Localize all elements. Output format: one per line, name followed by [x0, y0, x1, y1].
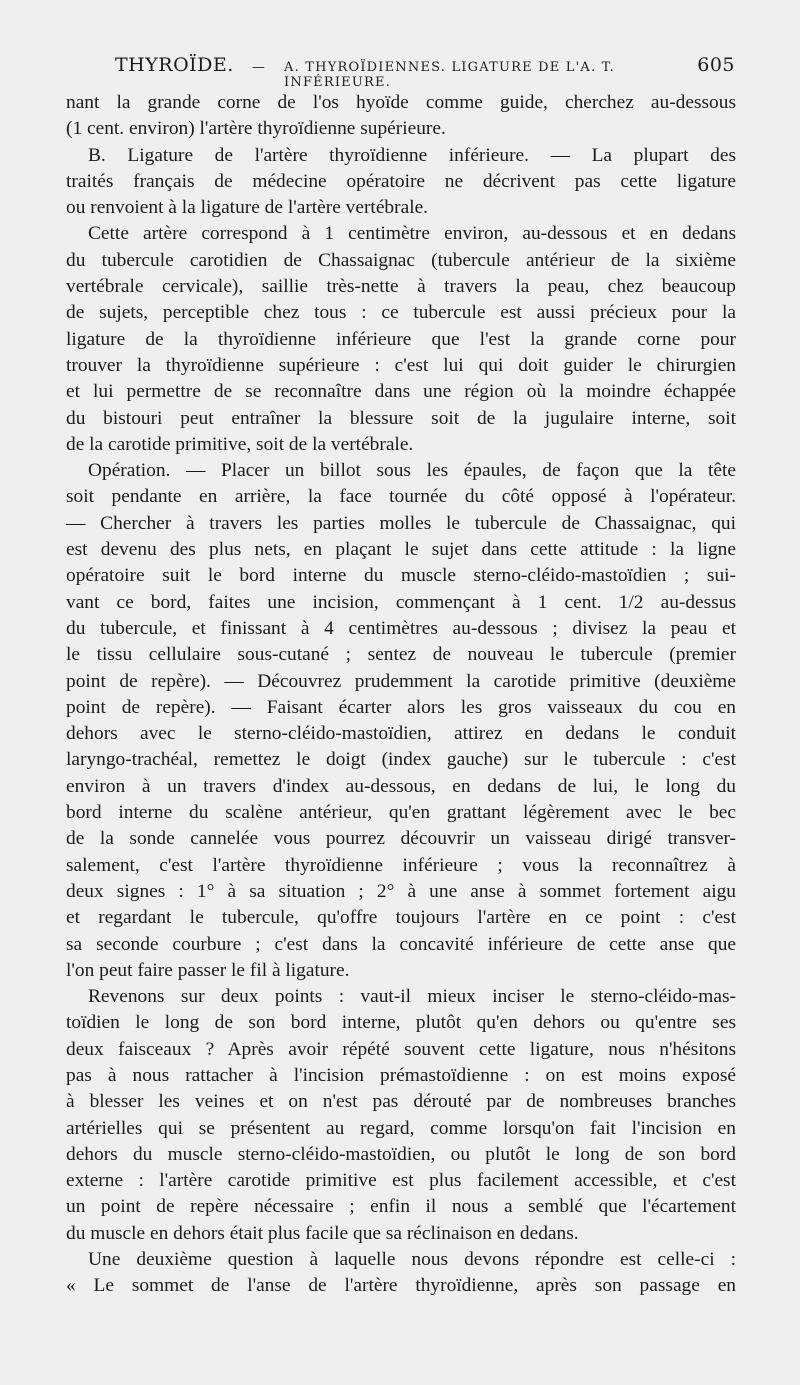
text-line: Cette artère correspond à 1 centimètre environ, au-dessous et en dedans — [88, 223, 736, 245]
text-line: à blesser les veines et on n'est pas dérouté par de nombreuses branches — [66, 1091, 736, 1113]
text-line: du muscle en dehors était plus facile que sa réclinaison en dedans. — [66, 1222, 579, 1244]
section-heading-line: B. Ligature de l'artère thyroïdienne inférieure. — La plupart des — [88, 144, 736, 166]
page-number: 605 — [697, 54, 735, 76]
text-line: l'on peut faire passer le fil à ligature. — [66, 959, 350, 981]
text-line: du tubercule carotidien de Chassaignac (tubercule antérieur de la sixième — [66, 249, 736, 271]
text-line: soit pendante en arrière, la face tournée du côté opposé à l'opérateur. — [66, 486, 736, 508]
text-line: vant ce bord, faites une incision, commençant à 1 cent. 1/2 au-dessus — [66, 591, 736, 613]
text-line: trouver la thyroïdienne supérieure : c'est lui qui doit guider le chirurgien — [66, 354, 736, 376]
text-line: Revenons sur deux points : vaut-il mieux inciser le sterno-cléido-mas- — [88, 986, 736, 1008]
text-line: du tubercule, et finissant à 4 centimètres au-dessous ; divisez la peau et — [66, 617, 736, 639]
text-line: est devenu des plus nets, en plaçant le sujet dans cette attitude : la ligne — [66, 539, 736, 561]
text-line: et lui permettre de se reconnaître dans une région où la moindre échappée — [66, 381, 736, 403]
text-line: de sujets, perceptible chez tous : ce tubercule est aussi précieux pour la — [66, 302, 736, 324]
text-line: artérielles qui se présentent au regard, comme lorsqu'on fait l'incision en — [66, 1117, 736, 1139]
text-line: deux signes : 1° à sa situation ; 2° à une anse à sommet fortement aigu — [66, 880, 736, 902]
text-line: toïdien le long de son bord interne, plutôt qu'en dehors ou qu'entre ses — [66, 1012, 736, 1034]
text-line: (1 cent. environ) l'artère thyroïdienne supérieure. — [66, 118, 446, 140]
header-dash: — — [251, 60, 267, 75]
text-line: du bistouri peut entraîner la blessure soit de la jugulaire interne, soit — [66, 407, 736, 429]
text-line: nant la grande corne de l'os hyoïde comme guide, cherchez au-dessous — [66, 92, 736, 113]
text-line: « Le sommet de l'anse de l'artère thyroïdienne, après son passage en — [66, 1275, 736, 1297]
text-line: pas à nous rattacher à l'incision prémastoïdienne : on est moins exposé — [66, 1064, 736, 1086]
text-line: un point de repère nécessaire ; enfin il nous a semblé que l'écartement — [66, 1196, 736, 1218]
text-line: ou renvoient à la ligature de l'artère vertébrale. — [66, 197, 429, 219]
text-line: salement, c'est l'artère thyroïdienne inférieure ; vous la reconnaîtrez à — [66, 854, 736, 876]
text-line: de la sonde cannelée vous pourrez découvrir un vaisseau dirigé transver- — [66, 828, 736, 850]
text-line: — Chercher à travers les parties molles le tubercule de Chassaignac, qui — [66, 512, 736, 534]
text-line: dehors du muscle sterno-cléido-mastoïdien, ou plutôt le long de son bord — [66, 1143, 736, 1165]
header-title: THYROÏDE. — [115, 54, 234, 76]
text-line: ligature de la thyroïdienne inférieure que l'est la grande corne pour — [66, 328, 736, 350]
header-subtitle: A. THYROÏDIENNES. LIGATURE DE L'A. T. INFÉRIEURE. — [284, 60, 615, 90]
text-line: sa seconde courbure ; c'est dans la concavité inférieure de cette anse que — [66, 933, 736, 955]
text-line: vertébrale cervicale), saillie très-nette à travers la peau, chez beaucoup — [66, 276, 736, 298]
body-text — [66, 90, 736, 1300]
text-line: opératoire suit le bord interne du muscle sterno-cléido-mastoïdien ; sui- — [66, 565, 736, 587]
text-line: externe : l'artère carotide primitive est plus facilement accessible, et c'est — [66, 1170, 736, 1192]
text-line: environ à un travers d'index au-dessous, en dedans de lui, le long du — [66, 775, 736, 797]
text-line: de la carotide primitive, soit de la vertébrale. — [66, 433, 414, 455]
text-line: le tissu cellulaire sous-cutané ; sentez de nouveau le tubercule (premier — [66, 644, 736, 666]
text-line: laryngo-trachéal, remettez le doigt (index gauche) sur le tubercule : c'est — [66, 749, 736, 771]
text-line: bord interne du scalène antérieur, qu'en grattant légèrement avec le bec — [66, 802, 736, 824]
text-line: deux faisceaux ? Après avoir répété souvent cette ligature, nous n'hésitons — [66, 1038, 736, 1060]
text-line: point de repère). — Découvrez prudemment la carotide primitive (deuxième — [66, 670, 736, 692]
text-line: traités français de médecine opératoire ne décrivent pas cette ligature — [66, 170, 736, 192]
text-line: dehors avec le sterno-cléido-mastoïdien, attirez en dedans le conduit — [66, 723, 736, 745]
text-line: Une deuxième question à laquelle nous devons répondre est celle-ci : — [88, 1249, 736, 1271]
running-header — [115, 54, 735, 90]
text-line: et regardant le tubercule, qu'offre toujours l'artère en ce point : c'est — [66, 907, 736, 929]
text-line: point de repère). — Faisant écarter alors les gros vaisseaux du cou en — [66, 696, 736, 718]
operation-heading-line: Opération. — Placer un billot sous les épaules, de façon que la tête — [88, 460, 736, 482]
header-left — [115, 54, 697, 90]
